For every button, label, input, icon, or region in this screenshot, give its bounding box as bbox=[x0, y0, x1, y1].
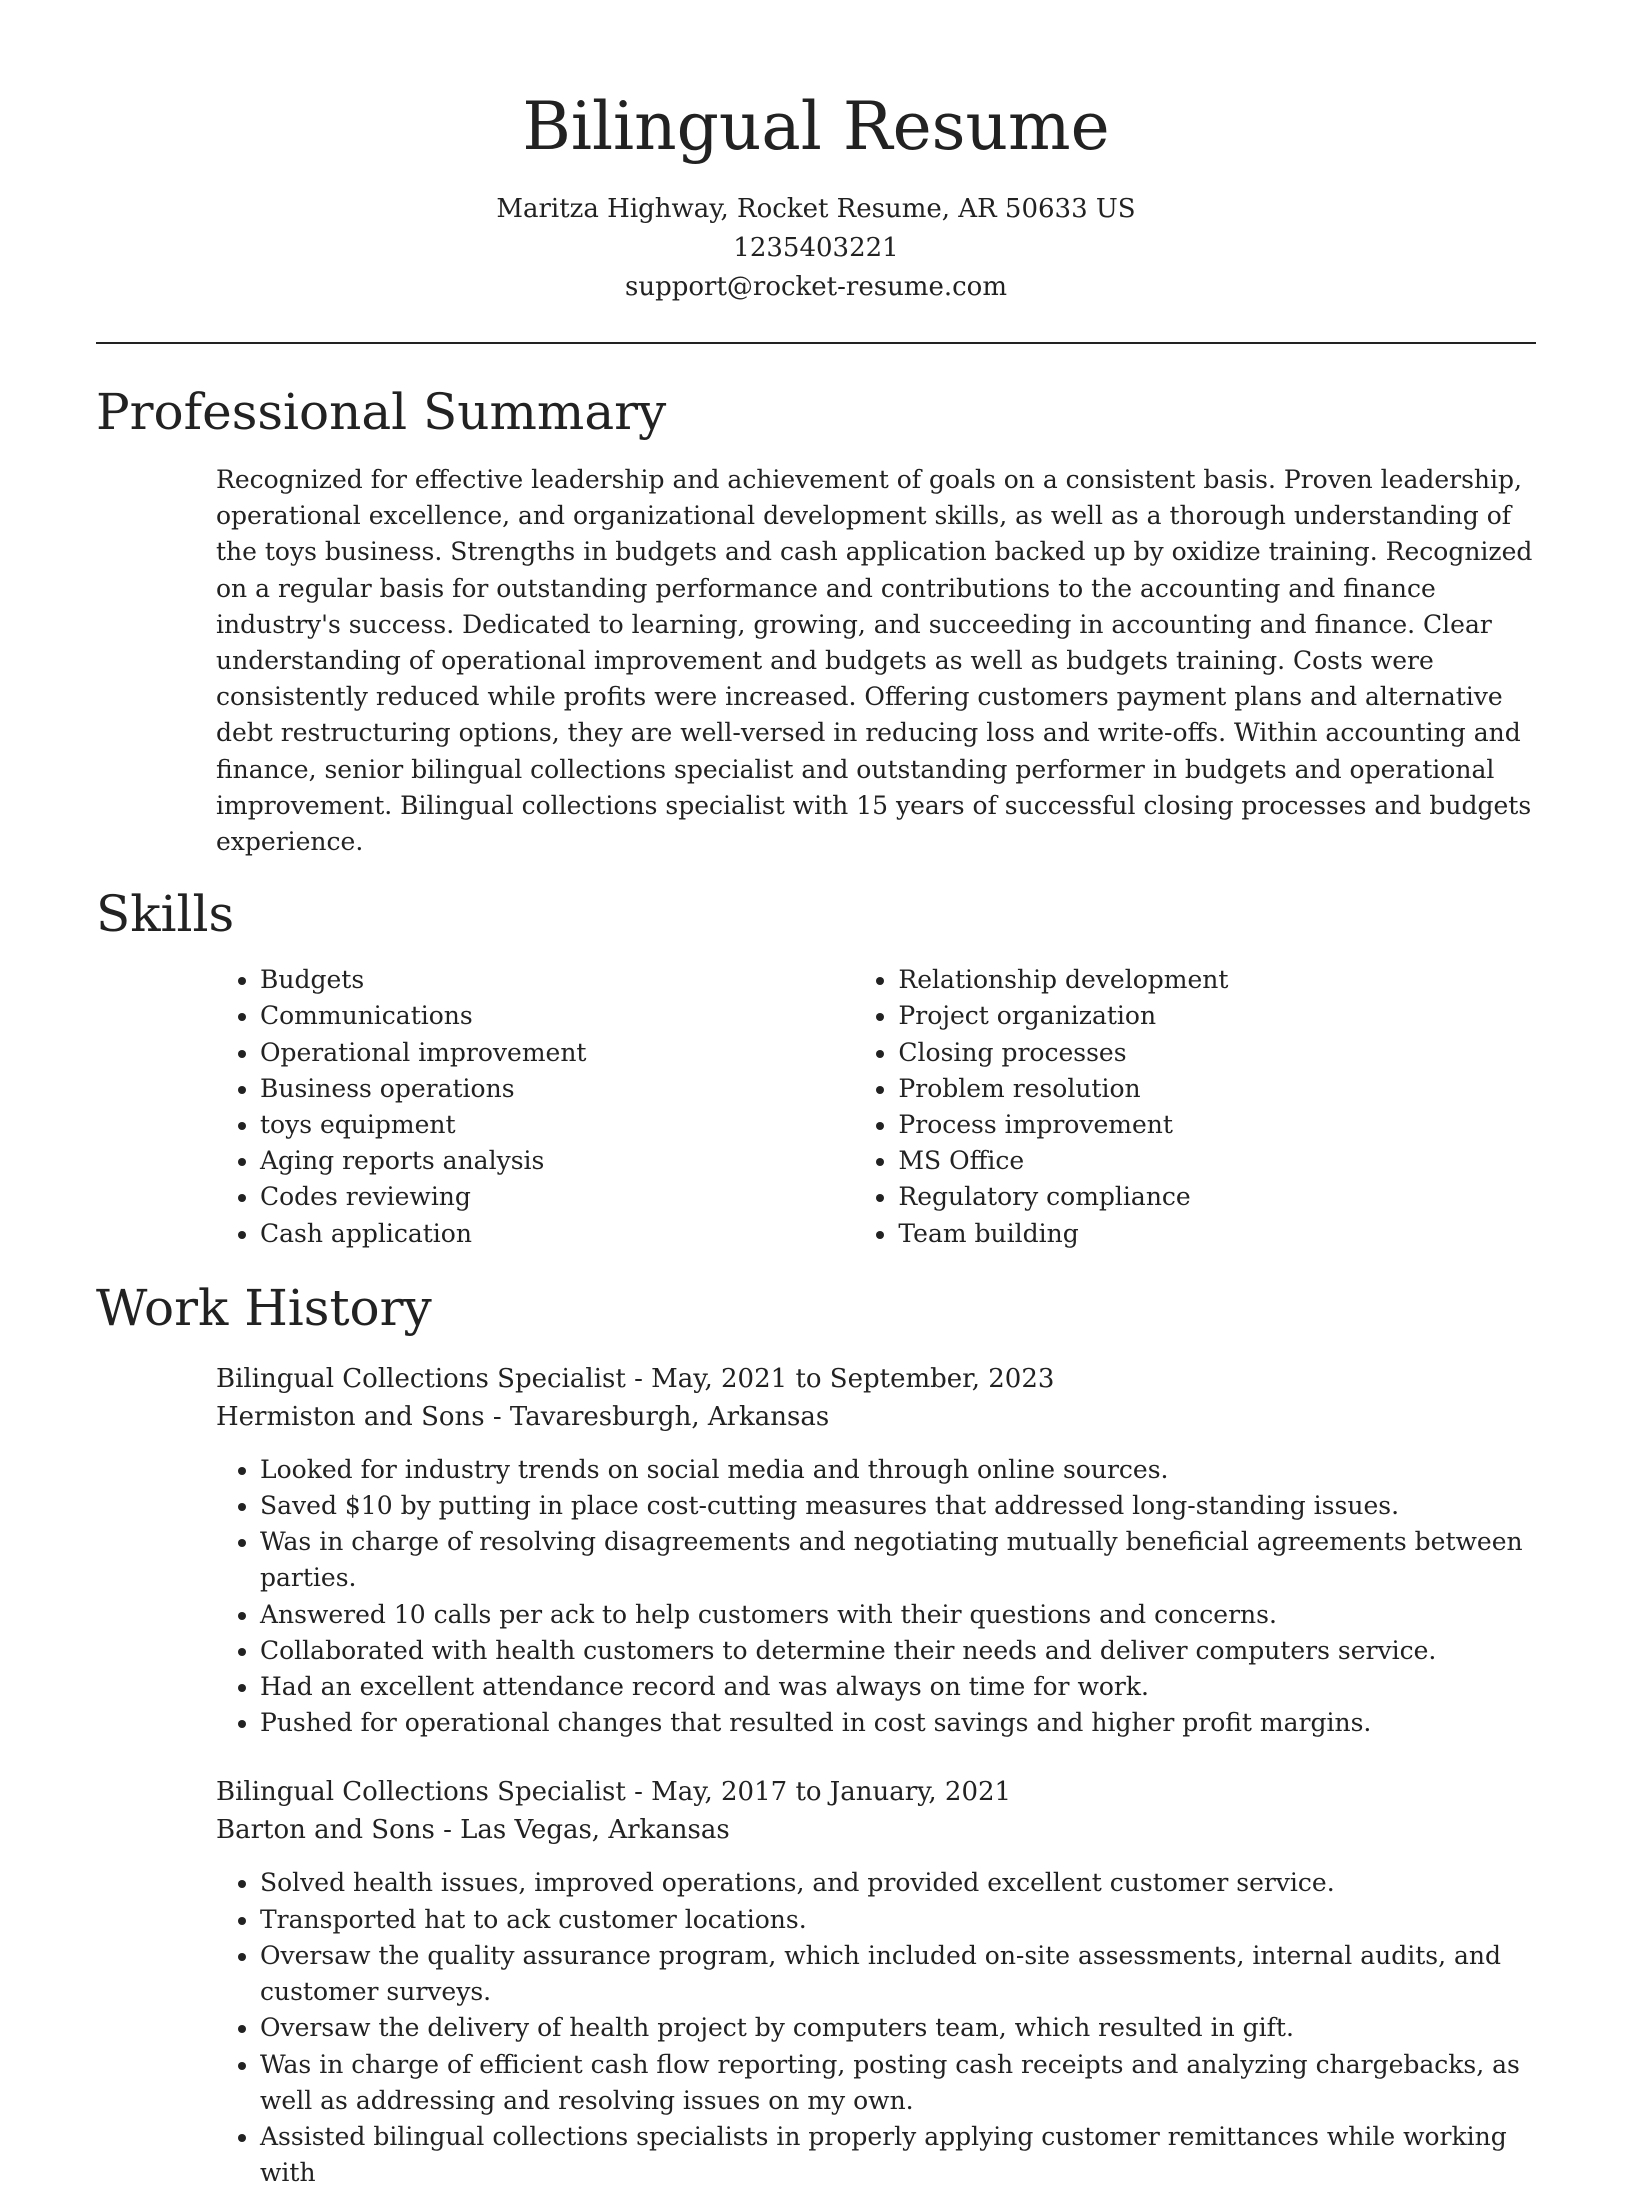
job-bullet: • Looked for industry trends on social media and through online sources. bbox=[260, 1452, 1536, 1488]
job-company-line: Barton and Sons - Las Vegas, Arkansas bbox=[216, 1815, 730, 1846]
skill-item: • Process improvement bbox=[898, 1107, 1536, 1143]
skill-item: • Relationship development bbox=[898, 962, 1536, 998]
contact-address: Maritza Highway, Rocket Resume, AR 50633 US bbox=[496, 194, 1136, 224]
skill-item: • Budgets bbox=[260, 962, 854, 998]
job-bullets bbox=[216, 1452, 1536, 1742]
skill-item: • Aging reports analysis bbox=[260, 1143, 854, 1179]
header-divider bbox=[96, 342, 1536, 344]
work-history-heading: Work History bbox=[96, 1278, 432, 1337]
contact-phone: 1235403221 bbox=[733, 233, 899, 263]
skill-item: • Business operations bbox=[260, 1071, 854, 1107]
job-title-line: Bilingual Collections Specialist - May, 2021 to September, 2023 bbox=[216, 1363, 1055, 1394]
skill-item: • Operational improvement bbox=[260, 1035, 854, 1071]
job-entry bbox=[216, 1360, 1536, 1742]
job-bullet: • Was in charge of efficient cash flow reporting, posting cash receipts and analyzing chargebacks, as well as addressing and resolving issues on my own. bbox=[260, 2047, 1536, 2119]
skill-item: • Problem resolution bbox=[898, 1071, 1536, 1107]
job-bullet: • Oversaw the quality assurance program, which included on-site assessments, internal audits, and customer surveys. bbox=[260, 1938, 1536, 2010]
job-bullet: • Collaborated with health customers to determine their needs and deliver computers service. bbox=[260, 1633, 1536, 1669]
job-bullet: • Saved $10 by putting in place cost-cutting measures that addressed long-standing issues. bbox=[260, 1488, 1536, 1524]
contact-block bbox=[96, 190, 1536, 307]
skills-column-left bbox=[216, 962, 854, 1252]
skill-item: • Regulatory compliance bbox=[898, 1179, 1536, 1215]
job-bullet: • Transported hat to ack customer locations. bbox=[260, 1902, 1536, 1938]
job-bullet: • Solved health issues, improved operations, and provided excellent customer service. bbox=[260, 1865, 1536, 1901]
skill-item: • Project organization bbox=[898, 998, 1536, 1034]
job-bullet: • Pushed for operational changes that resulted in cost savings and higher profit margins. bbox=[260, 1705, 1536, 1741]
job-bullet: • Assisted bilingual collections specialists in properly applying customer remittances while working with bbox=[260, 2119, 1536, 2191]
job-bullet: • Had an excellent attendance record and was always on time for work. bbox=[260, 1669, 1536, 1705]
job-bullet: • Was in charge of resolving disagreements and negotiating mutually beneficial agreements between parties. bbox=[260, 1524, 1536, 1596]
skill-item: • Codes reviewing bbox=[260, 1179, 854, 1215]
skill-item: • Team building bbox=[898, 1216, 1536, 1252]
job-bullet: • Answered 10 calls per ack to help customers with their questions and concerns. bbox=[260, 1597, 1536, 1633]
job-entry bbox=[216, 1773, 1536, 2191]
skill-item: • Cash application bbox=[260, 1216, 854, 1252]
job-bullets bbox=[216, 1865, 1536, 2191]
summary-heading: Professional Summary bbox=[96, 383, 667, 441]
resume-title: Bilingual Resume bbox=[522, 88, 1110, 165]
resume-page bbox=[96, 0, 1536, 2191]
summary-text: Recognized for effective leadership and achievement of goals on a consistent basis. Proven leadership, operational excellence, and organizational development skills, as well as a thorough understanding of the toys business. Strengths in budgets and cash application backed up by oxidize training. Recognized on a regular basis for outstanding performance and contributions to the accounting and finance industry's success. Dedicated to learning, growing, and succeeding in accounting and finance. Clear understanding of operational improvement and budgets as well as budgets training. Costs were consistently reduced while profits were increased. Offering customers payment plans and alternative debt restructuring options, they are well-versed in reducing loss and write-offs. Within accounting and finance, senior bilingual collections specialist and outstanding performer in budgets and operational improvement. Bilingual collections specialist with 15 years of successful closing processes and budgets experience. bbox=[216, 465, 1533, 857]
resume-header bbox=[96, 0, 1536, 307]
skill-item: • Closing processes bbox=[898, 1035, 1536, 1071]
skill-item: • MS Office bbox=[898, 1143, 1536, 1179]
job-bullet: • Oversaw the delivery of health project by computers team, which resulted in gift. bbox=[260, 2010, 1536, 2046]
job-company-line: Hermiston and Sons - Tavaresburgh, Arkansas bbox=[216, 1401, 830, 1432]
skills-list bbox=[216, 962, 1536, 1252]
skills-heading: Skills bbox=[96, 885, 235, 944]
skills-column-right bbox=[854, 962, 1536, 1252]
job-title-line: Bilingual Collections Specialist - May, 2017 to January, 2021 bbox=[216, 1777, 1012, 1808]
contact-email: support@rocket-resume.com bbox=[624, 272, 1007, 302]
skill-item: • Communications bbox=[260, 998, 854, 1034]
skill-item: • toys equipment bbox=[260, 1107, 854, 1143]
